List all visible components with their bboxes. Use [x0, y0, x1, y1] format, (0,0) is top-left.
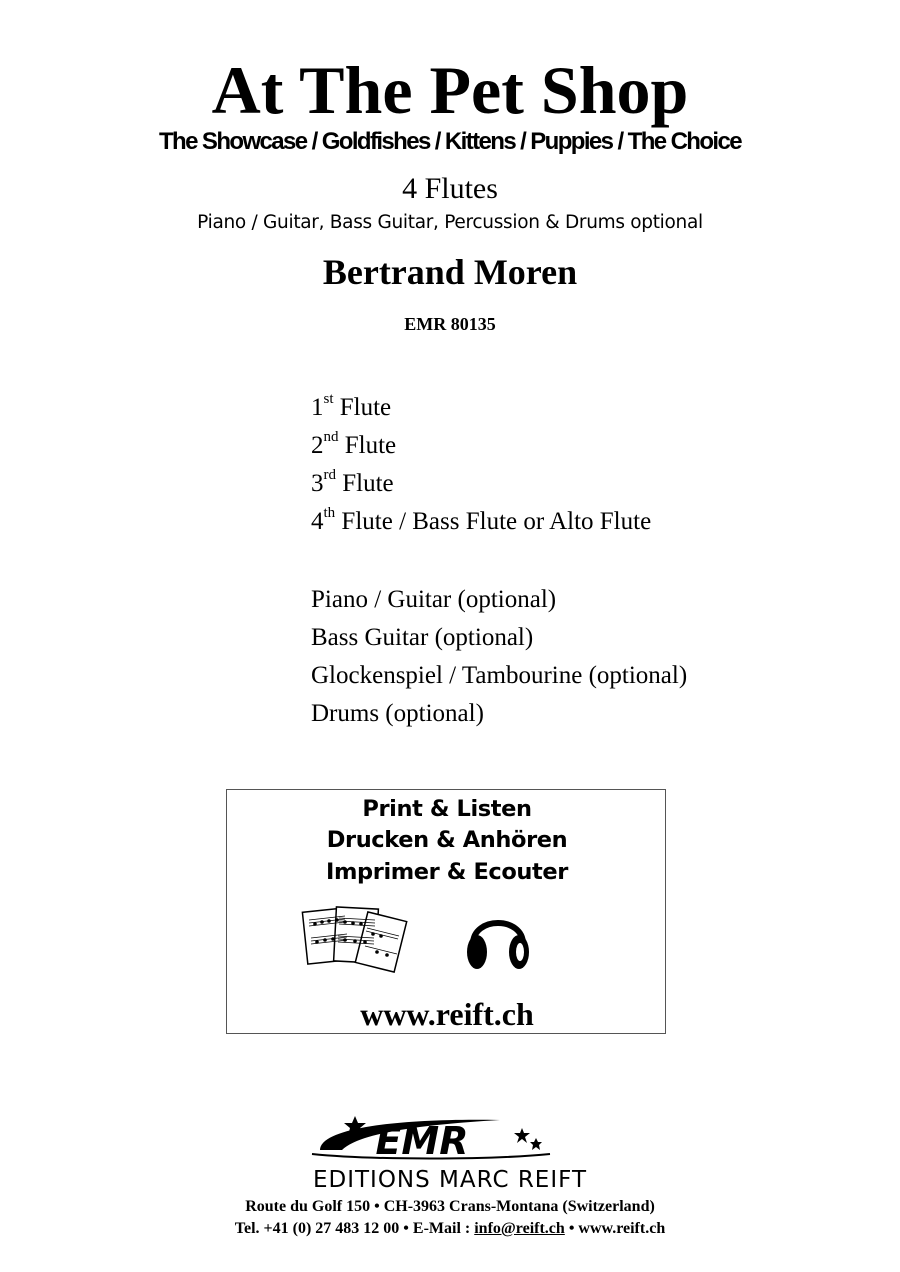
part-item: 4th Flute / Bass Flute or Alto Flute	[311, 504, 652, 535]
promo-line-english: Print & Listen	[362, 796, 532, 822]
sheet-music-icon	[299, 902, 411, 978]
publisher-address: Route du Golf 150 • CH-3963 Crans-Montana (Switzerland)	[245, 1198, 655, 1215]
part-item: 1st Flute	[311, 390, 392, 421]
composer-name: Bertrand Moren	[322, 252, 578, 292]
instrumentation: 4 Flutes	[402, 172, 498, 205]
movement-list: The Showcase / Goldfishes / Kittens / Puppies / The Choice	[158, 128, 741, 155]
promo-line-german: Drucken & Anhören	[326, 827, 568, 853]
score-title: At The Pet Shop	[211, 52, 689, 128]
part-item: Piano / Guitar (optional)	[311, 586, 557, 613]
publisher-contact: Tel. +41 (0) 27 483 12 00 • E-Mail : info@reift.ch • www.reift.ch	[234, 1220, 666, 1237]
part-item: 2nd Flute	[311, 428, 397, 459]
svg-text:EMR: EMR	[375, 1119, 469, 1163]
website-url[interactable]: www.reift.ch	[360, 996, 534, 1032]
print-listen-box	[226, 789, 666, 1034]
flute-parts-list	[311, 389, 651, 541]
headphones-icon	[463, 904, 533, 976]
rhythm-parts-list	[311, 581, 687, 733]
promo-line-french: Imprimer & Ecouter	[326, 859, 568, 885]
part-item: Glockenspiel / Tambourine (optional)	[311, 662, 688, 689]
publisher-name: EDITIONS MARC REIFT	[312, 1167, 588, 1193]
part-item: 3rd Flute	[311, 466, 394, 497]
catalog-number: EMR 80135	[404, 314, 496, 334]
part-item: Drums (optional)	[311, 700, 484, 727]
part-item: Bass Guitar (optional)	[311, 624, 534, 651]
optional-instruments: Piano / Guitar, Bass Guitar, Percussion & Drums optional	[197, 212, 703, 233]
email-link[interactable]: info@reift.ch	[474, 1220, 565, 1237]
emr-logo	[250, 1110, 650, 1166]
